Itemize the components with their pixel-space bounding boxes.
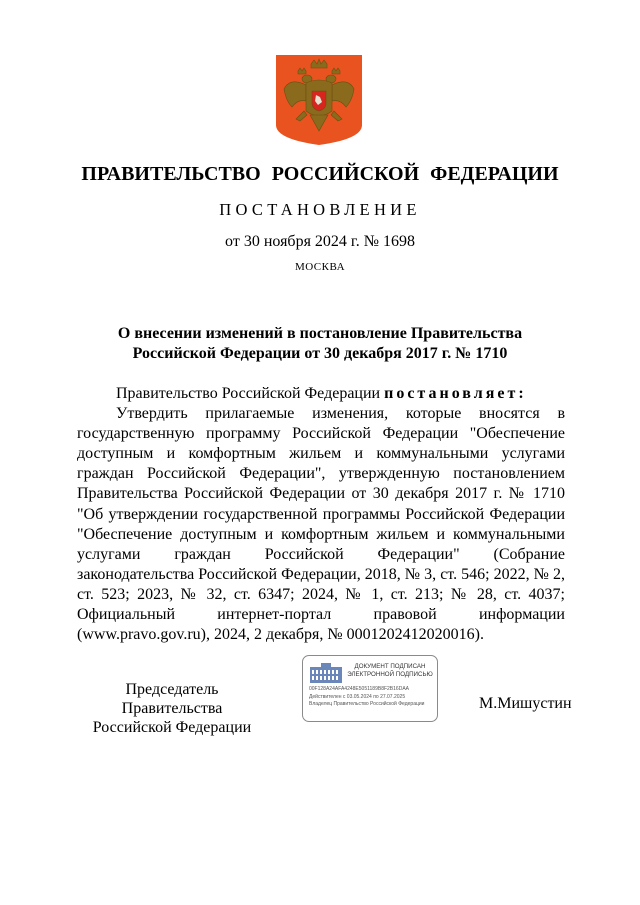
government-building-icon — [309, 662, 343, 684]
document-body — [77, 384, 565, 645]
resolves-word: постановляет: — [384, 385, 527, 402]
stamp-title-line-1: ДОКУМЕНТ ПОДПИСАН — [354, 663, 426, 670]
coat-of-arms-emblem — [276, 55, 362, 145]
subject-line-2: Российской Федерации от 30 декабря 2017 г. № 1710 — [132, 345, 508, 362]
signatory-name: М.Мишустин — [479, 695, 572, 712]
position-line-1: Председатель Правительства — [121, 681, 223, 717]
certificate-serial: 00F128A24AFA4248E5051189B8F2B16DAA — [309, 686, 409, 692]
russian-coat-of-arms-icon — [276, 55, 362, 145]
position-line-2: Российской Федерации — [92, 719, 252, 736]
document-type: ПОСТАНОВЛЕНИЕ — [219, 200, 421, 219]
electronic-signature-stamp — [302, 655, 438, 722]
main-paragraph: Утвердить прилагаемые изменения, которые вносятся в государственную программу Российской Федерации "Обеспечение доступным и комфортным жильем и коммунальными услугами граждан Российской Федерации", утвержденную постановлением Правительства Российской Федерации от 30 декабря 2017 г. № 1710 "Об утверждении государственной программы Российской Федерации "Обеспечение доступным и комфортным жильем и коммунальными услугами граждан Российской Федерации" (Собрание законодательства Российской Федерации, 2018, № 3, ст. 546; 2022, № 2, ст. 523; 2023, № 32, ст. 6347; 2024, № 1, ст. 213; № 28, ст. 4037; Официальный интернет-портал правовой информации (www.pravo.gov.ru), 2024, 2 декабря, № 0001202412020016). — [77, 405, 565, 644]
certificate-validity: Действителен с 03.05.2024 по 27.07.2025 — [309, 694, 406, 700]
document-date-number: от 30 ноября 2024 г. № 1698 — [225, 233, 415, 250]
government-title: ПРАВИТЕЛЬСТВО РОССИЙСКОЙ ФЕДЕРАЦИИ — [81, 163, 559, 185]
signatory-position — [77, 680, 267, 737]
subject-line-1: О внесении изменений в постановление Правительства — [117, 325, 523, 342]
stamp-title — [343, 663, 437, 679]
document-subject — [0, 324, 640, 364]
document-city: МОСКВА — [294, 261, 346, 273]
certificate-owner: Владелец Правительство Российской Федерации — [309, 701, 425, 707]
intro-text: Правительство Российской Федерации — [116, 385, 385, 402]
intro-paragraph — [77, 384, 565, 404]
stamp-title-line-2: ЭЛЕКТРОННОЙ ПОДПИСЬЮ — [347, 671, 433, 678]
